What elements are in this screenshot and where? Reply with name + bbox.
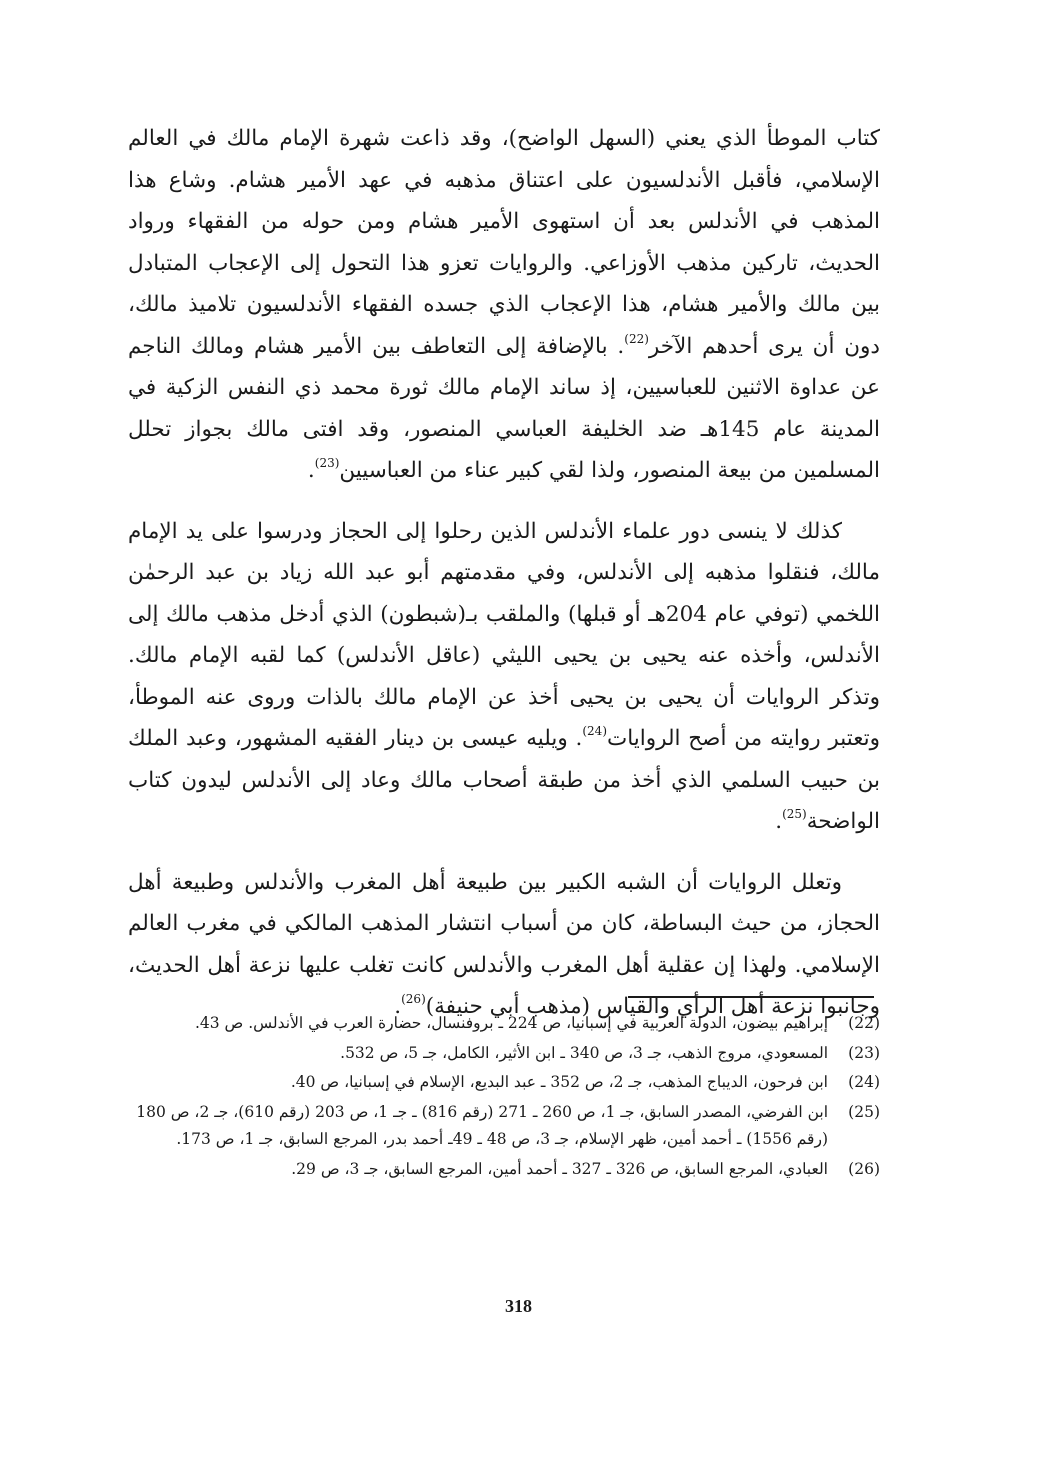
paragraph-3-text-a: وتعلل الروايات أن الشبه الكبير بين طبيعة أهل المغرب والأندلس وطبيعة أهل الحجاز، من حيث البساطة، كان من أسباب انتشار المذهب المالكي في مغرب العالم الإسلامي. ولهذا إن عقلية أهل المغرب والأندلس كانت تغلب عليها نزعة أهل الحديث، وجانبوا نزعة أهل الرأي والقياس (مذهب أبي حنيفة) (128, 869, 880, 1019)
footnote-number: (23) (848, 1043, 880, 1062)
footnote-number: (26) (848, 1159, 880, 1178)
footnote-separator (628, 996, 874, 998)
paragraph-2 (128, 511, 880, 843)
footnote-text: المسعودي، مروج الذهب، جـ 3، ص 340 ـ ابن الأثير، الكامل، جـ 5، ص 532. (340, 1043, 828, 1062)
footnote-number: (25) (848, 1102, 880, 1121)
footnote-text: ابن الفرضي، المصدر السابق، جـ 1، ص 260 ـ 271 (رقم 816) ـ جـ 1، ص 203 (رقم 610)، جـ 2، ص 180 (رقم 1556) ـ أحمد أمين، ظهر الإسلام، جـ 3، ص 48 ـ 49ـ أحمد بدر، المرجع السابق، جـ 1، ص 173. (136, 1102, 828, 1148)
paragraph-2-text-a: كذلك لا ينسى دور علماء الأندلس الذين رحلوا إلى الحجاز ودرسوا على يد الإمام مالك، فنقلوا مذهبه إلى الأندلس، وفي مقدمتهم أبو عبد الله زياد بن عبد الرحمٰن اللخمي (توفي عام 204هـ أو قبلها) والملقب بـ(شبطون) الذي أدخل مذهب مالك إلى الأندلس، وأخذه عنه يحيى بن يحيى الليثي (عاقل الأندلس) كما لقبه الإمام مالك. وتذكر الروايات أن يحيى بن يحيى أخذ عن الإمام مالك بالذات وروى عنه الموطأ، وتعتبر روايته من أصح الروايات (128, 518, 880, 751)
footnote-ref-22[interactable]: (22) (624, 331, 649, 346)
paragraph-3 (128, 862, 880, 1028)
paragraph-1-text-a: كتاب الموطأ الذي يعني (السهل الواضح)، وقد ذاعت شهرة الإمام مالك في العالم الإسلامي، فأقبل الأندلسيون على اعتناق مذهبه في عهد الأمير هشام. وشاع هذا المذهب في الأندلس بعد أن استهوى الأمير هشام ومن حوله من الفقهاء ورواد الحديث، تاركين مذهب الأوزاعي. والروايات تعزو هذا التحول إلى الإعجاب المتبادل بين مالك والأمير هشام، هذا الإعجاب الذي جسده الفقهاء الأندلسيون تلاميذ مالك، دون أن يرى أحدهم الآخر (128, 126, 881, 359)
footnote-23 (128, 1040, 880, 1068)
footnote-22 (128, 1010, 880, 1038)
footnote-ref-25[interactable]: (25) (782, 807, 807, 821)
footnote-25 (128, 1099, 880, 1154)
footnote-ref-26[interactable]: (26) (401, 992, 426, 1006)
paragraph-2-end: . (775, 809, 783, 834)
paragraph-1 (128, 118, 880, 492)
footnote-text: ابن فرحون، الديباج المذهب، جـ 2، ص 352 ـ عبد البديع، الإسلام في إسبانيا، ص 40. (290, 1073, 828, 1091)
paragraph-1-end: . (307, 458, 315, 483)
main-text (128, 118, 880, 1028)
footnote-text: إبراهيم بيضون، الدولة العربية في إسبانيا، ص 224 ـ بروفنسال، حضارة العرب في الأندلس. ص 43. (194, 1014, 828, 1032)
footnote-26 (128, 1156, 880, 1184)
footnote-text: العبادي، المرجع السابق، ص 326 ـ 327 ـ أحمد أمين، المرجع السابق، جـ 3، ص 29. (291, 1159, 828, 1178)
paragraph-1-text-b: . بالإضافة إلى التعاطف بين الأمير هشام ومالك الناجم عن عداوة الاثنين للعباسيين، إذ ساند الإمام مالك ثورة محمد ذي النفس الزكية في المدينة عام 145هـ ضد الخليفة العباسي المنصور، وقد افتى مالك بجواز تحلل المسلمين من بيعة المنصور، ولذا لقي كبير عناء من العباسيين (128, 333, 880, 483)
footnotes (128, 1010, 880, 1185)
footnote-number: (24) (848, 1073, 880, 1091)
paragraph-2-text-b: . ويليه عيسى بن دينار الفقيه المشهور، وعبد الملك بن حبيب السلمي الذي أخذ من طبقة أصحاب مالك وعاد إلى الأندلس ليدون كتاب الواضحة (128, 726, 880, 834)
footnote-24 (128, 1069, 880, 1097)
paragraph-3-end: . (394, 994, 402, 1019)
footnote-number: (22) (848, 1014, 880, 1032)
page-number: 318 (505, 1296, 532, 1316)
footnote-ref-23[interactable]: (23) (314, 456, 340, 470)
footnote-ref-24[interactable]: (24) (582, 724, 607, 738)
